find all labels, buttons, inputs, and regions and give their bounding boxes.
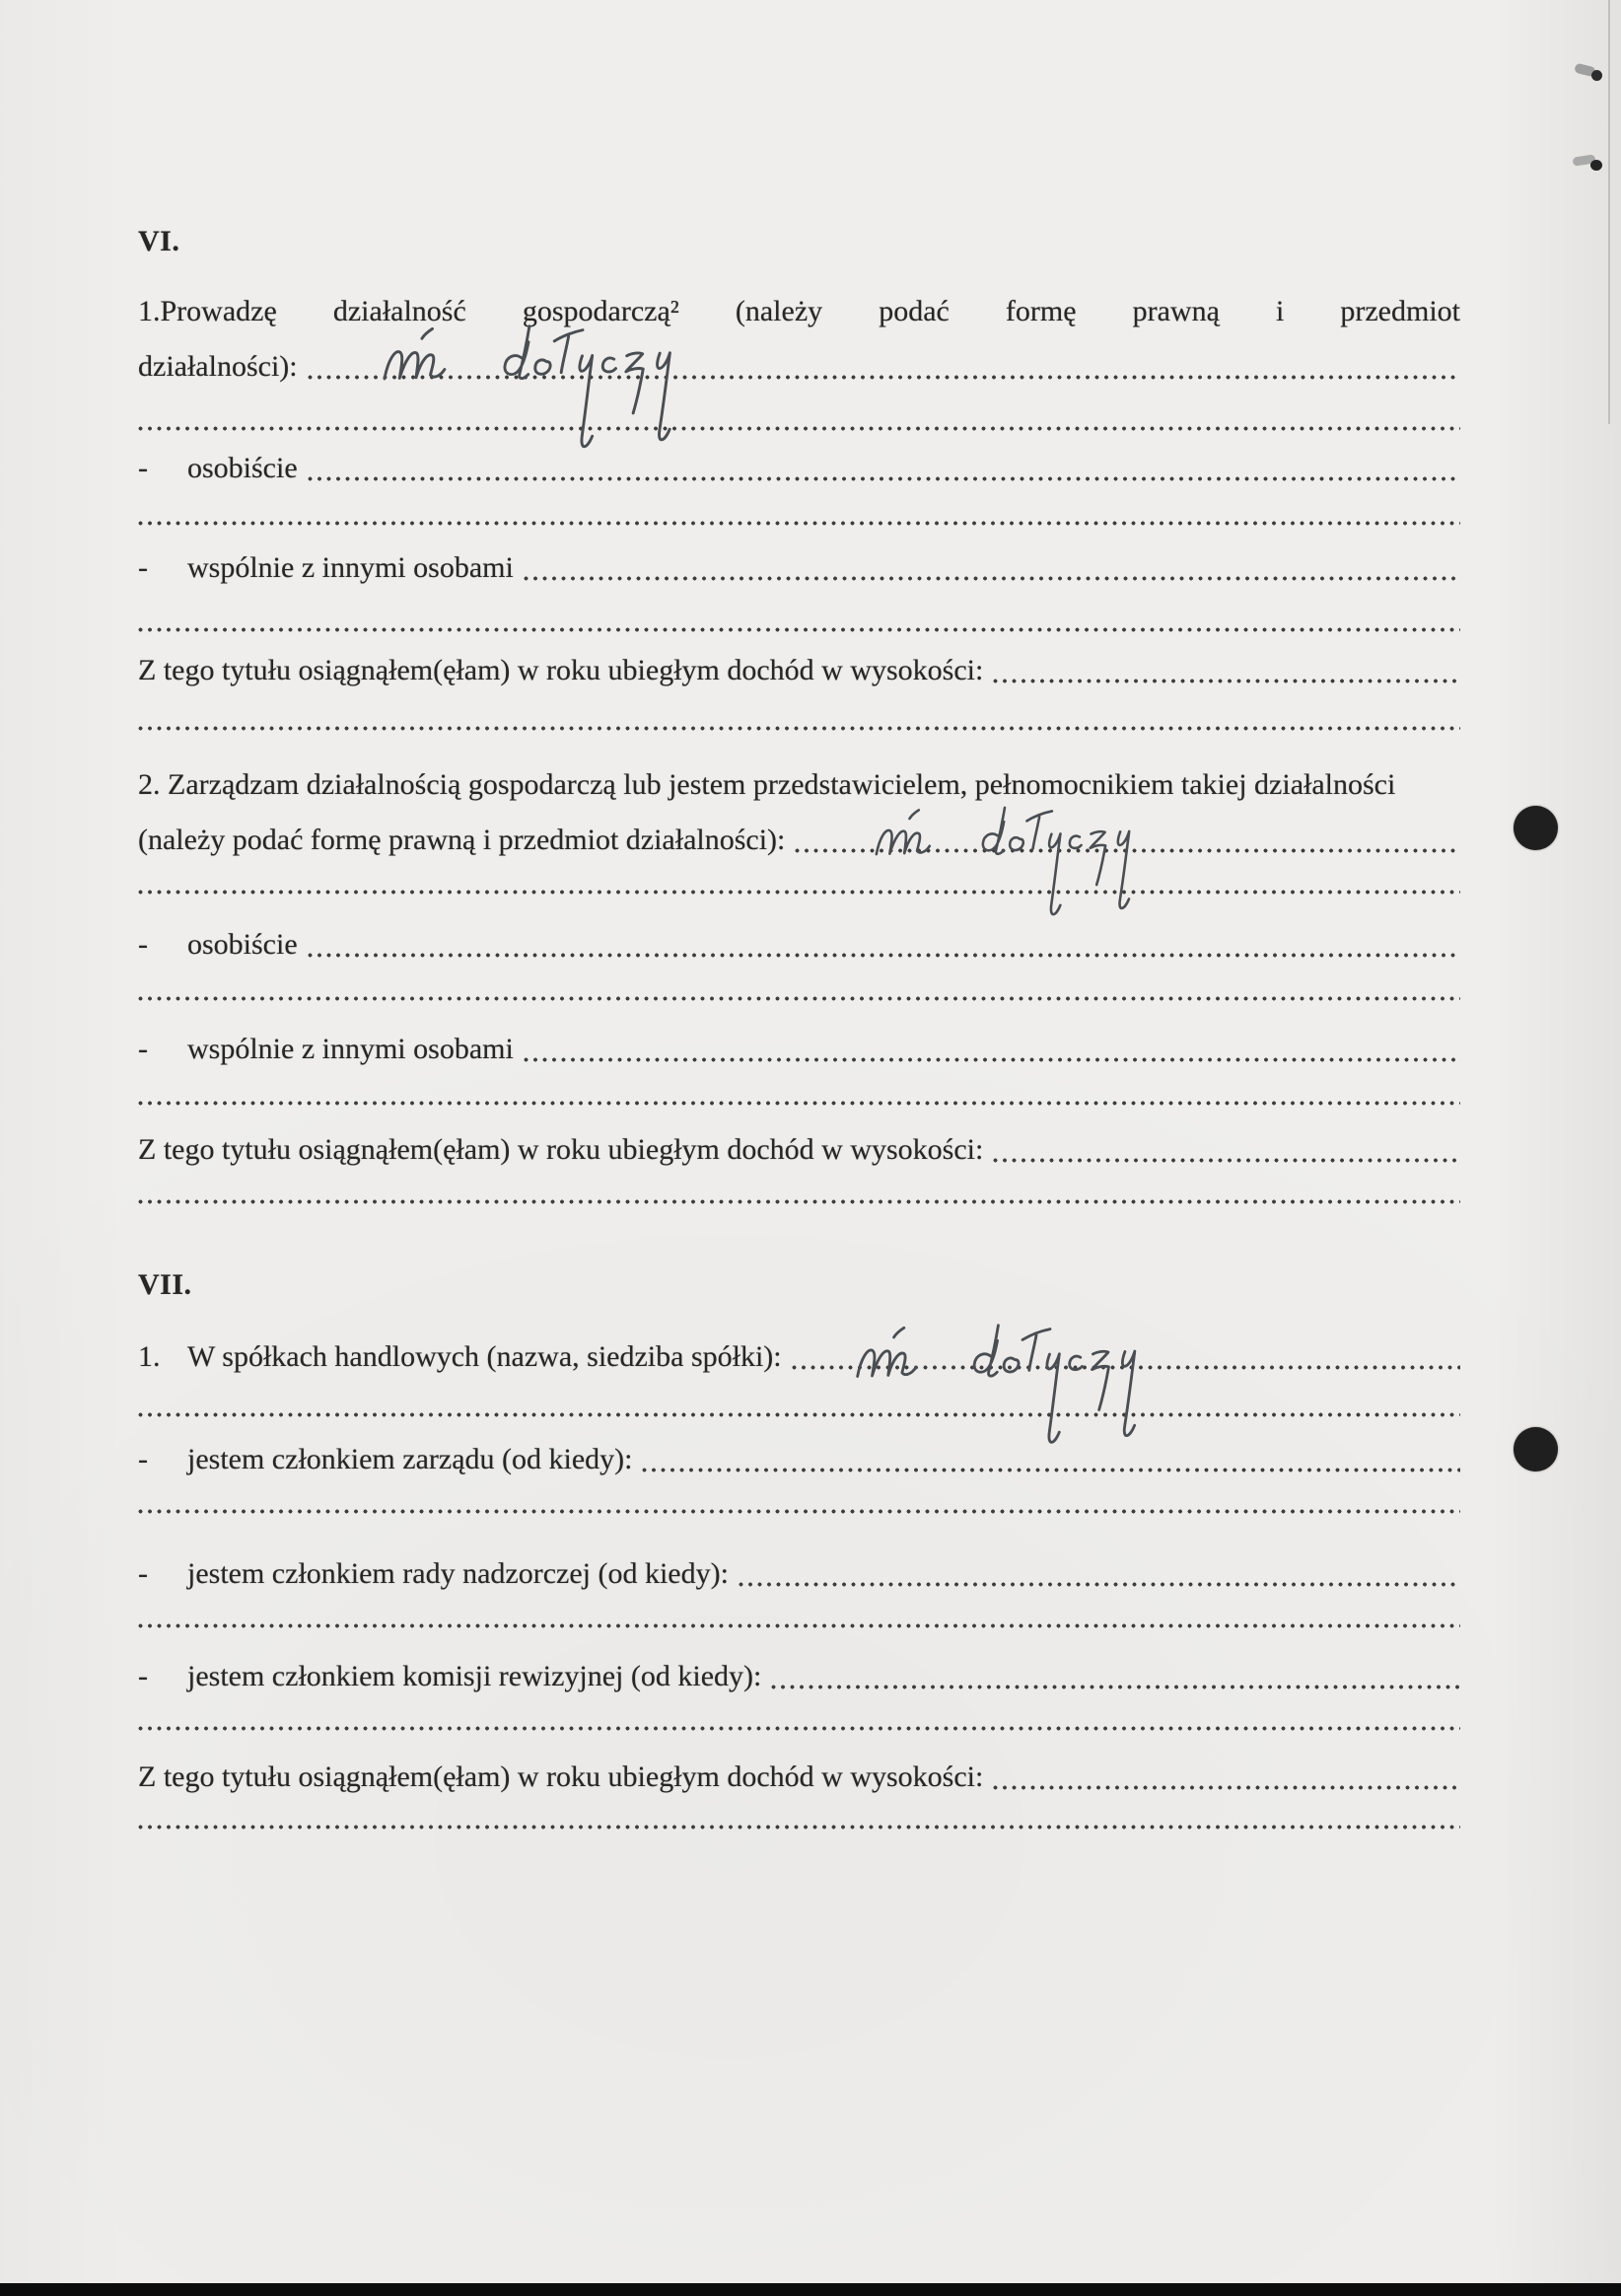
dotted-leader bbox=[993, 679, 1460, 683]
bullet-label: osobiście bbox=[187, 452, 298, 484]
dotted-line bbox=[138, 996, 1460, 1001]
dash-bullet: - bbox=[138, 452, 148, 484]
dotted-line bbox=[138, 627, 1460, 632]
dash-bullet: - bbox=[138, 928, 148, 961]
dotted-line bbox=[138, 426, 1460, 431]
dotted-leader bbox=[993, 1158, 1460, 1163]
handwriting-strokes bbox=[865, 774, 1175, 944]
vi-item1-bullet-jointly bbox=[138, 548, 1460, 588]
dotted-leader bbox=[308, 953, 1460, 958]
dash-bullet: - bbox=[138, 1033, 148, 1065]
vii-bullet-audit-committee bbox=[138, 1657, 1460, 1696]
dash-bullet: - bbox=[138, 1660, 148, 1692]
dotted-line bbox=[138, 890, 1460, 895]
vi-item1-intro-line bbox=[138, 292, 1460, 331]
section-vi-heading-text: VI. bbox=[138, 225, 180, 257]
vi-item1-fill-line bbox=[138, 347, 1460, 387]
hole-punch-dot bbox=[1514, 1427, 1558, 1471]
bullet-label: jestem członkiem zarządu (od kiedy): bbox=[187, 1443, 633, 1475]
dash-bullet: - bbox=[138, 551, 148, 584]
vi-item2-fill-line bbox=[138, 821, 1460, 860]
income-label: Z tego tytułu osiągnąłem(ęłam) w roku ubiegłym dochód w wysokości: bbox=[138, 654, 984, 686]
income-label: Z tego tytułu osiągnąłem(ęłam) w roku ubiegłym dochód w wysokości: bbox=[138, 1760, 984, 1793]
vi-item1-bullet-personally bbox=[138, 449, 1460, 488]
dotted-line bbox=[138, 1412, 1460, 1417]
dotted-leader bbox=[524, 1057, 1460, 1062]
dotted-leader bbox=[739, 1582, 1460, 1587]
bullet-label: osobiście bbox=[187, 928, 298, 961]
hole-punch-dot bbox=[1514, 806, 1558, 850]
vii-bullet-supervisory-board bbox=[138, 1554, 1460, 1594]
dotted-leader bbox=[308, 476, 1460, 481]
bullet-label: jestem członkiem rady nadzorczej (od kiedy): bbox=[187, 1557, 729, 1590]
section-vii-heading-text: VII. bbox=[138, 1268, 192, 1301]
handwriting-nie-dotyczy bbox=[865, 774, 1175, 944]
scan-edge-seam bbox=[1608, 0, 1610, 424]
bullet-label: jestem członkiem komisji rewizyjnej (od kiedy): bbox=[187, 1660, 762, 1692]
vi-item2-income-line bbox=[138, 1130, 1460, 1170]
section-vii-heading bbox=[138, 1265, 1460, 1305]
dotted-leader bbox=[642, 1468, 1460, 1472]
vii-bullet-board-member bbox=[138, 1440, 1460, 1479]
dotted-leader bbox=[993, 1785, 1460, 1790]
vii-item1-line bbox=[138, 1337, 1460, 1377]
section-vi-heading bbox=[138, 222, 1460, 261]
vi-item2-fill-label: (należy podać formę prawną i przedmiot działalności): bbox=[138, 824, 786, 856]
income-label: Z tego tytułu osiągnąłem(ęłam) w roku ubiegłym dochód w wysokości: bbox=[138, 1133, 984, 1166]
bullet-label: wspólnie z innymi osobami bbox=[187, 551, 514, 584]
handwriting-strokes bbox=[372, 288, 723, 479]
dotted-leader bbox=[771, 1685, 1460, 1689]
handwriting-nie-dotyczy bbox=[845, 1288, 1186, 1474]
vii-income-line bbox=[138, 1758, 1460, 1797]
scan-smudge bbox=[1590, 160, 1602, 171]
dotted-line bbox=[138, 1825, 1460, 1830]
vi-item1-income-line bbox=[138, 651, 1460, 690]
vi-item2-bullet-personally bbox=[138, 925, 1460, 965]
scan-smudge bbox=[1591, 70, 1602, 81]
dotted-leader bbox=[524, 576, 1460, 581]
vi-item2-intro-line bbox=[138, 765, 1460, 805]
vi-item2-intro-text: 2. Zarządzam działalnością gospodarczą lub jestem przedstawicielem, pełnomocnikiem takiej działalności bbox=[138, 768, 1396, 801]
item-number: 1. bbox=[138, 1340, 161, 1373]
bullet-label: wspólnie z innymi osobami bbox=[187, 1033, 514, 1065]
scan-bottom-band bbox=[0, 2283, 1621, 2296]
dotted-line bbox=[138, 1199, 1460, 1204]
dash-bullet: - bbox=[138, 1557, 148, 1590]
vi-item2-bullet-jointly bbox=[138, 1030, 1460, 1069]
handwriting-strokes bbox=[845, 1288, 1186, 1474]
dotted-line bbox=[138, 1509, 1460, 1514]
vi-item1-intro-text: 1.Prowadzę działalność gospodarczą² (należy podać formę prawną i przedmiot bbox=[138, 295, 1460, 327]
dotted-line bbox=[138, 1623, 1460, 1628]
dotted-line bbox=[138, 1726, 1460, 1731]
dotted-line bbox=[138, 726, 1460, 731]
vi-item1-fill-label: działalności): bbox=[138, 350, 298, 383]
vii-item1-label: W spółkach handlowych (nazwa, siedziba spółki): bbox=[187, 1340, 782, 1373]
dotted-line bbox=[138, 1101, 1460, 1106]
handwriting-nie-dotyczy bbox=[372, 288, 723, 479]
dash-bullet: - bbox=[138, 1443, 148, 1475]
dotted-line bbox=[138, 521, 1460, 526]
